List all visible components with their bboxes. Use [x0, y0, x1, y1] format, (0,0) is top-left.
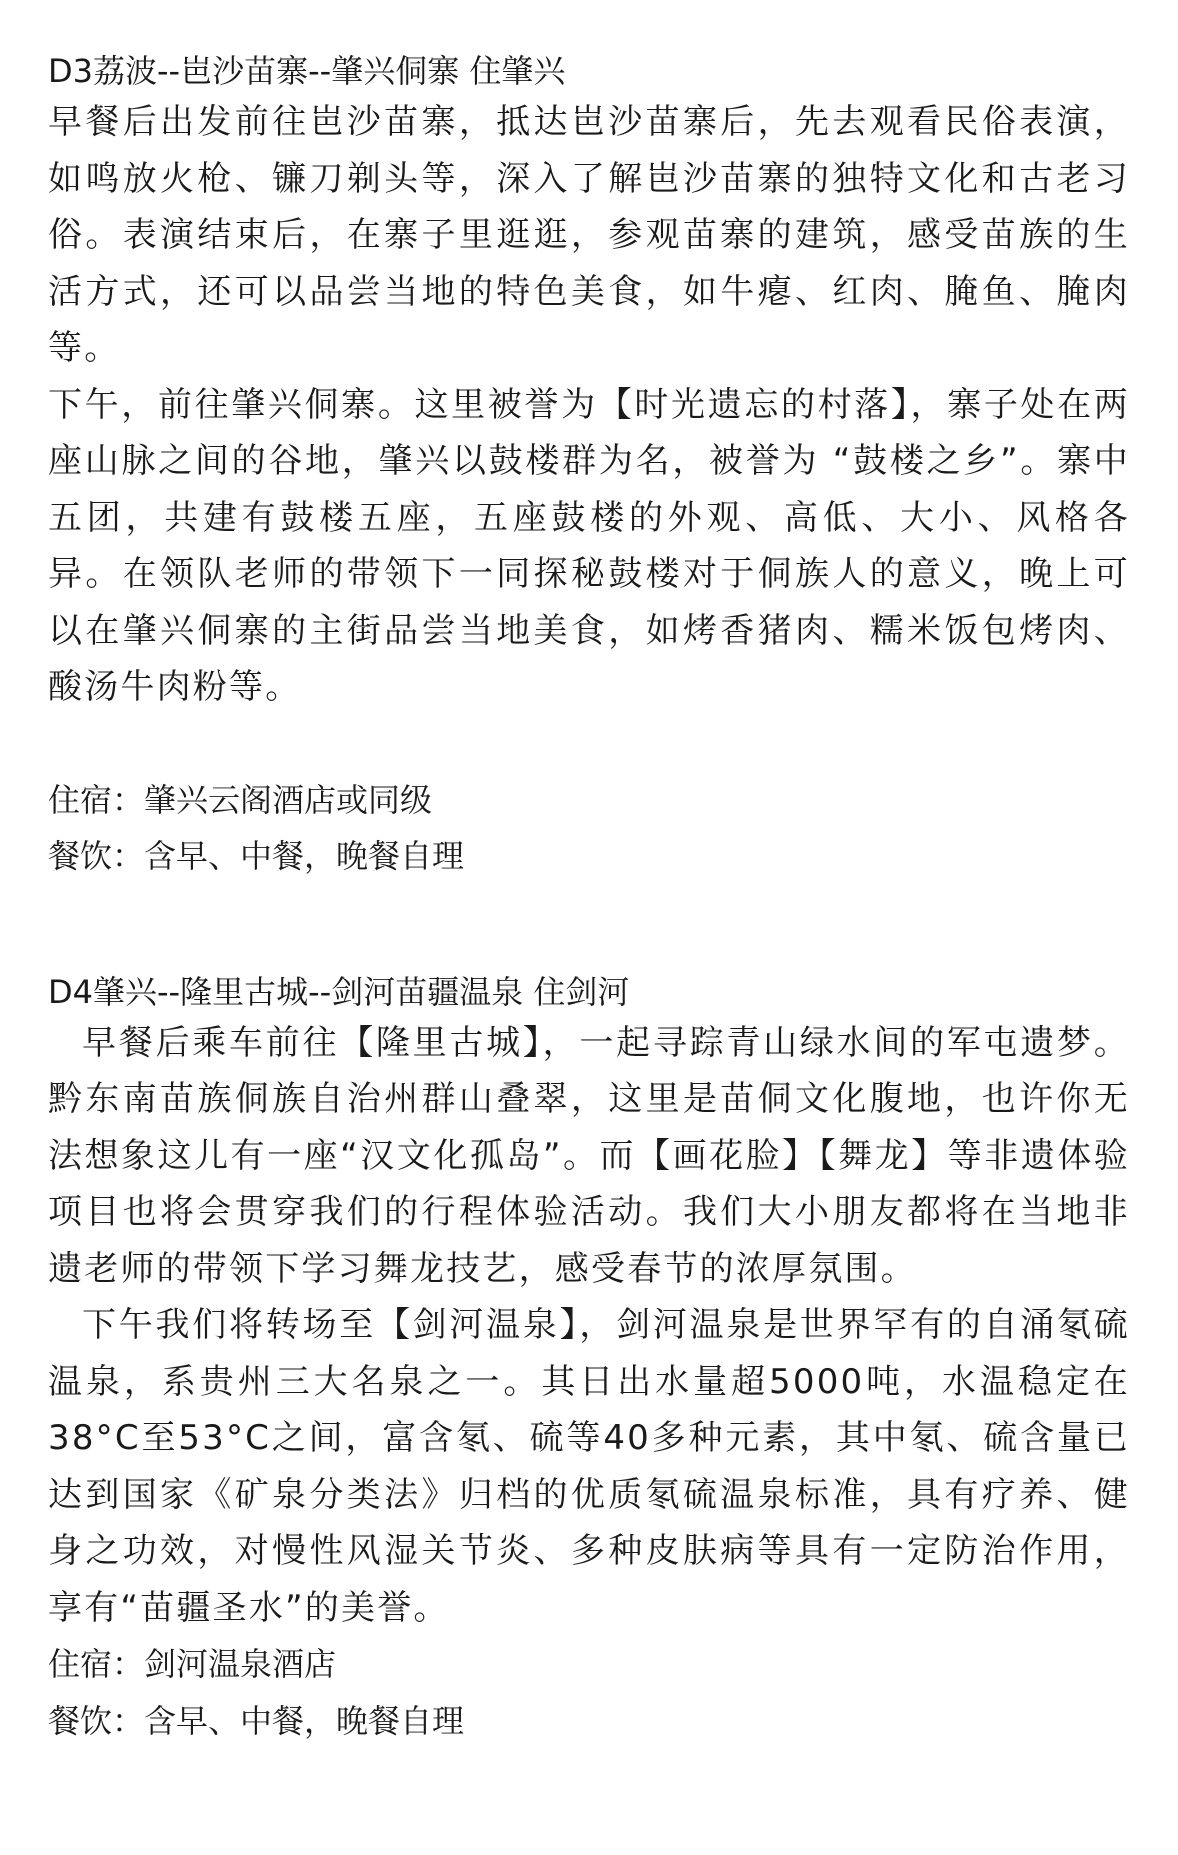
- day4-title: D4肇兴--隆里古城--剑河苗疆温泉 住剑河: [48, 972, 630, 1011]
- day3-lodging: 住宿：肇兴云阁酒店或同级: [48, 780, 433, 819]
- spacer: [48, 716, 1130, 772]
- day4-afternoon-paragraph: 下午我们将转场至【剑河温泉】，剑河温泉是世界罕有的自涌氡硫温泉，系贵州三大名泉之一。其日出水量超5000吨，水温稳定在38°C至53°C之间，富含氡、硫等40多种元素，其中氡、硫含量已达到国家《矿泉分类法》归档的优质氡硫温泉标准，具有疗养、健身之功效，对慢性风湿关节炎、多种皮肤病等具有一定防治作用，享有“苗疆圣水”的美誉。: [48, 1305, 1130, 1628]
- spacer: [48, 885, 1130, 941]
- day3-meals: 餐饮：含早、中餐，晚餐自理: [48, 837, 465, 875]
- itinerary-document: [48, 48, 1130, 1749]
- day4-morning-paragraph: 早餐后乘车前往【隆里古城】，一起寻踪青山绿水间的军屯遗梦。黔东南苗族侗族自治州群山叠翠，这里是苗侗文化腹地，也许你无法想象这儿有一座“汉文化孤岛”。而【画花脸】【舞龙】等非遗体验项目也将会贯穿我们的行程体验活动。我们大小朋友都将在当地非遗老师的带领下学习舞龙技艺，感受春节的浓厚氛围。: [48, 1022, 1130, 1289]
- day3-morning-paragraph: 早餐后出发前往岜沙苗寨，抵达岜沙苗寨后，先去观看民俗表演，如鸣放火枪、镰刀剃头等，深入了解岜沙苗寨的独特文化和古老习俗。表演结束后，在寨子里逛逛，参观苗寨的建筑，感受苗族的生活方式，还可以品尝当地的特色美食，如牛瘪、红肉、腌鱼、腌肉等。: [48, 102, 1130, 368]
- day4-lodging: 住宿：剑河温泉酒店: [48, 1645, 337, 1683]
- day4-meals: 餐饮：含早、中餐，晚餐自理: [48, 1701, 465, 1740]
- day3-title: D3荔波--岜沙苗寨--肇兴侗寨 住肇兴: [48, 52, 566, 90]
- day3-afternoon-paragraph: 下午，前往肇兴侗寨。这里被誉为【时光遗忘的村落】，寨子处在两座山脉之间的谷地，肇兴以鼓楼群为名，被誉为 “鼓楼之乡”。寨中五团，共建有鼓楼五座，五座鼓楼的外观、高低、大小、风格各异。在领队老师的带领下一同探秘鼓楼对于侗族人的意义，晚上可以在肇兴侗寨的主街品尝当地美食，如烤香猪肉、糯米饭包烤肉、酸汤牛肉粉等。: [48, 384, 1130, 707]
